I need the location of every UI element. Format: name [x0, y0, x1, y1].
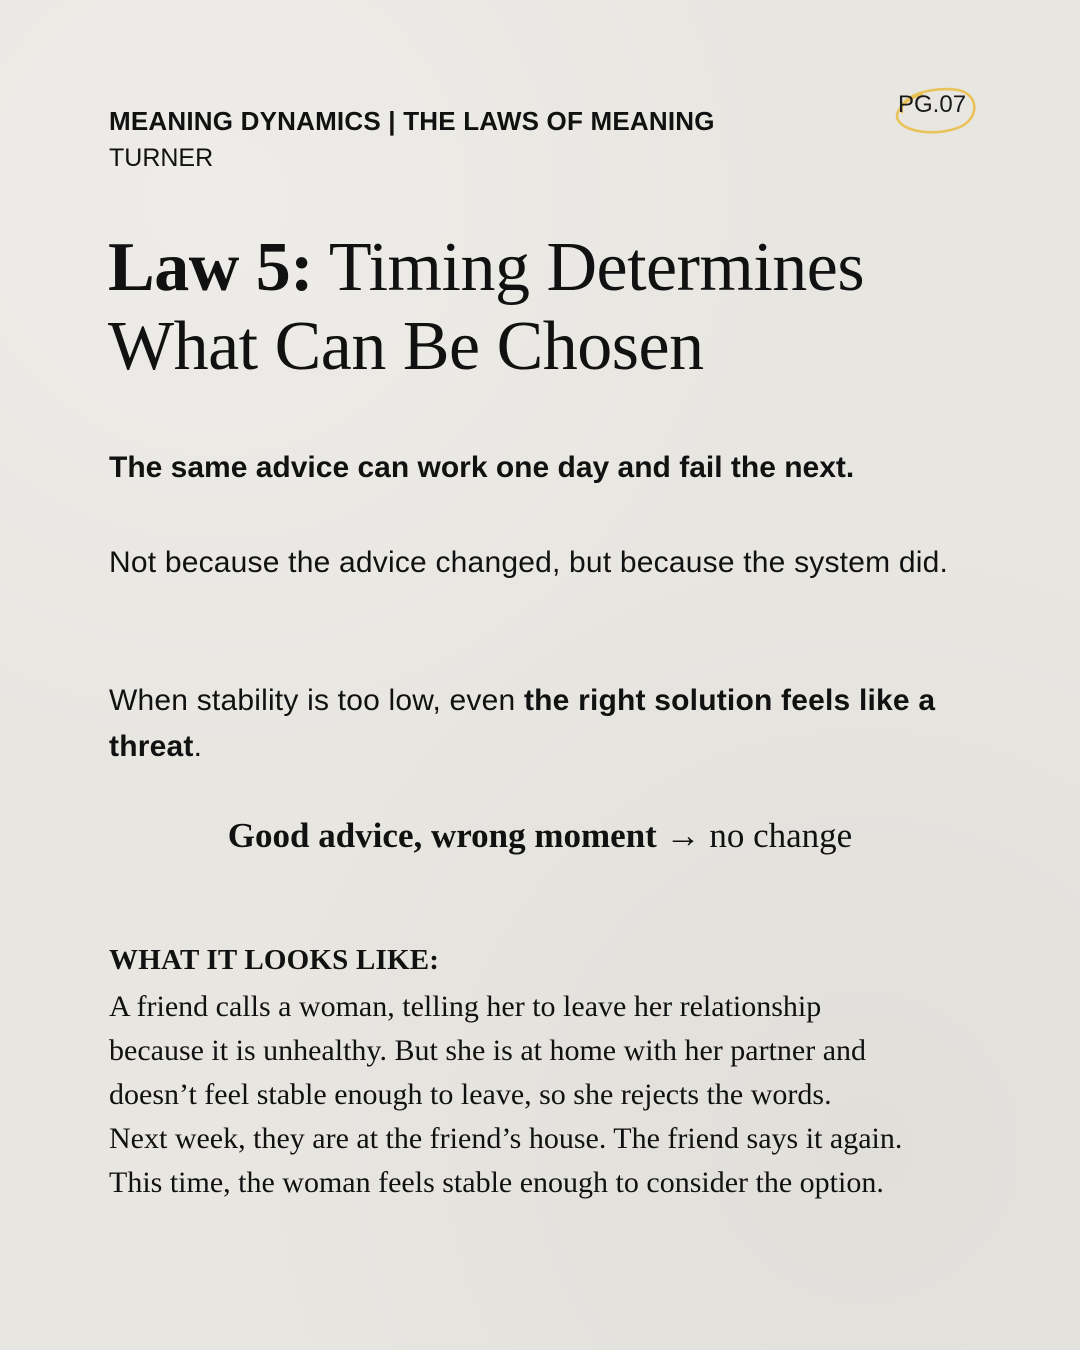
paragraph-two [109, 678, 969, 770]
example-line: because it is unhealthy. But she is at home with her partner and [109, 1034, 867, 1067]
page-title [108, 228, 1008, 386]
formula-result: no change [709, 816, 853, 855]
example-label: WHAT IT LOOKS LIKE: [109, 944, 440, 976]
paragraph-two-end: . [193, 730, 203, 763]
example-line: This time, the woman feels stable enough to consider the option. [109, 1166, 884, 1199]
paragraph-two-start: When stability is too low, even [109, 684, 524, 717]
page-number-badge [892, 82, 978, 136]
example-line: doesn’t feel stable enough to leave, so she rejects the words. [109, 1078, 832, 1111]
paragraph-two-emphasis: the right solution feels like a threat [109, 684, 936, 763]
example-line: A friend calls a woman, telling her to leave her relationship [109, 990, 822, 1023]
lead-sentence: The same advice can work one day and fail the next. [109, 451, 855, 484]
paragraph-one: Not because the advice changed, but because the system did. [109, 546, 948, 579]
author-name: TURNER [109, 144, 214, 172]
page-number: PG.07 [898, 91, 967, 118]
title-rest: Timing Determines What Can Be Chosen [108, 229, 865, 385]
series-title: MEANING DYNAMICS | THE LAWS OF MEANING [109, 106, 715, 136]
example-text [109, 985, 1009, 1205]
formula [0, 812, 1080, 860]
formula-condition: Good advice, wrong moment [227, 816, 657, 855]
example-line: Next week, they are at the friend’s house. The friend says it again. [109, 1122, 903, 1155]
title-lead: Law 5: [108, 229, 314, 306]
arrow-icon: → [665, 816, 701, 855]
